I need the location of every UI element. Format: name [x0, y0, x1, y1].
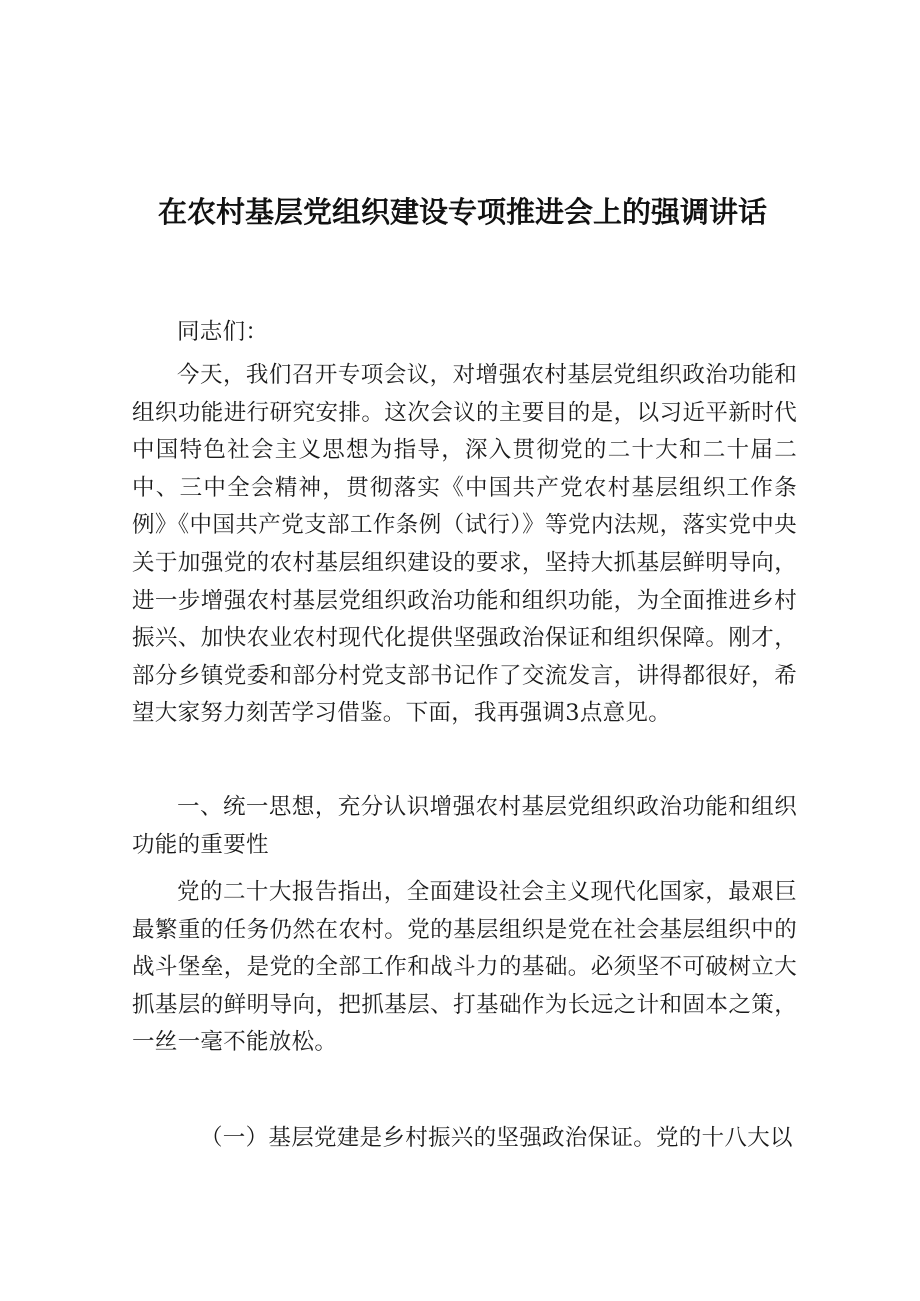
salutation: 同志们： [177, 319, 269, 345]
subsection-start: （一）基层党建是乡村振兴的坚强政治保证。党的十八大以 [200, 1125, 793, 1151]
section-heading: 一、统一思想，充分认识增强农村基层党组织政治功能和组织功能的重要性 [132, 794, 797, 858]
section-paragraph: 党的二十大报告指出，全面建设社会主义现代化国家，最艰巨最繁重的任务仍然在农村。党的基层组织是党在社会基层组织中的战斗堡垒，是党的全部工作和战斗力的基础。必须坚不可破树立大抓基层的鲜明导向，把抓基层、打基础作为长远之计和固本之策，一丝一毫不能放松。 [132, 879, 797, 1056]
document-title: 在农村基层党组织建设专项推进会上的强调讲话 [157, 195, 767, 229]
paragraph-intro: 今天，我们召开专项会议，对增强农村基层党组织政治功能和组织功能进行研究安排。这次会议的主要目的是，以习近平新时代中国特色社会主义思想为指导，深入贯彻党的二十大和二十届二中、三中全会精神，贯彻落实《中国共产党农村基层组织工作条例》《中国共产党支部工作条例（试行）》等党内法规，落实党中央关于加强党的农村基层组织建设的要求，坚持大抓基层鲜明导向，进一步增强农村基层党组织政治功能和组织功能，为全面推进乡村振兴、加快农业农村现代化提供坚强政治保证和组织保障。刚才，部分乡镇党委和部分村党支部书记作了交流发言，讲得都很好，希望大家努力刻苦学习借鉴。下面，我再强调3点意见。 [132, 362, 797, 727]
